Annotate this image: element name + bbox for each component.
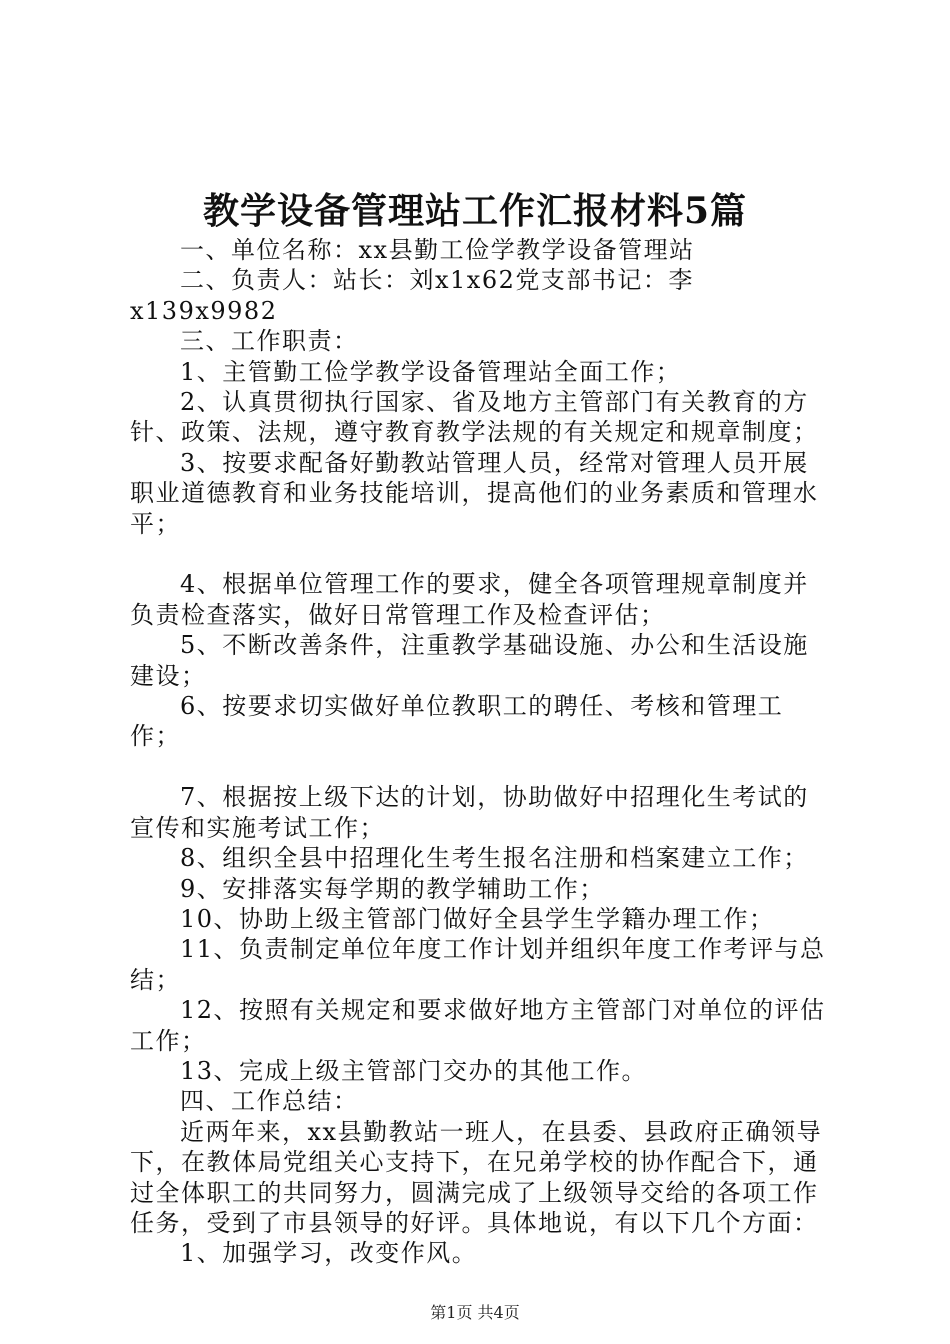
page-footer: 第1页 共4页	[430, 1303, 520, 1322]
paragraph-duty-7: 7、根据按上级下达的计划，协助做好中招理化生考试的宣传和实施考试工作；	[130, 783, 809, 842]
paragraph-spacer	[130, 539, 830, 569]
paragraph-duty-8: 8、组织全县中招理化生考生报名注册和档案建立工作；	[180, 844, 809, 873]
document-title: 教学设备管理站工作汇报材料5篇	[202, 190, 748, 232]
paragraph-unit-name: 一、单位名称：xx县勤工俭学教学设备管理站	[180, 236, 695, 264]
paragraph-duty-9: 9、安排落实每学期的教学辅助工作；	[180, 874, 605, 903]
paragraph-duty-1: 1、主管勤工俭学教学设备管理站全面工作；	[180, 357, 682, 386]
paragraph-duty-12: 12、按照有关规定和要求做好地方主管部门对单位的评估工作；	[130, 996, 826, 1055]
paragraph-duty-6: 6、按要求切实做好单位教职工的聘任、考核和管理工作；	[130, 692, 784, 751]
paragraph-duty-13: 13、完成上级主管部门交办的其他工作。	[180, 1056, 648, 1085]
paragraph-duties-heading: 三、工作职责：	[180, 327, 359, 356]
paragraph-duty-4: 4、根据单位管理工作的要求，健全各项管理规章制度并负责检查落实，做好日常管理工作及检查评估；	[130, 570, 809, 629]
paragraph-responsible-person: 二、负责人：站长：刘x1x62党支部书记：李x139x9982	[130, 266, 694, 325]
paragraph-duty-3: 3、按要求配备好勤教站管理人员，经常对管理人员开展职业道德教育和业务技能培训，提高他们的业务素质和管理水平；	[130, 448, 819, 538]
paragraph-spacer	[130, 752, 830, 782]
paragraph-duty-11: 11、负责制定单位年度工作计划并组织年度工作考评与总结；	[130, 935, 826, 994]
paragraph-summary-heading: 四、工作总结：	[180, 1087, 359, 1116]
document-body	[130, 235, 830, 1269]
paragraph-duty-5: 5、不断改善条件，注重教学基础设施、办公和生活设施建设；	[130, 631, 809, 690]
paragraph-duty-10: 10、协助上级主管部门做好全县学生学籍办理工作；	[180, 904, 775, 933]
paragraph-summary-intro: 近两年来，xx县勤教站一班人，在县委、县政府正确领导下，在教体局党组关心支持下，在兄弟学校的协作配合下，通过全体职工的共同努力，圆满完成了上级领导交给的各项工作任务，受到了市县领导的好评。具体地说，有以下几个方面：	[130, 1117, 823, 1237]
paragraph-summary-item-1: 1、加强学习，改变作风。	[180, 1239, 478, 1268]
paragraph-duty-2: 2、认真贯彻执行国家、省及地方主管部门有关教育的方针、政策、法规，遵守教育教学法规的有关规定和规章制度；	[130, 388, 819, 447]
